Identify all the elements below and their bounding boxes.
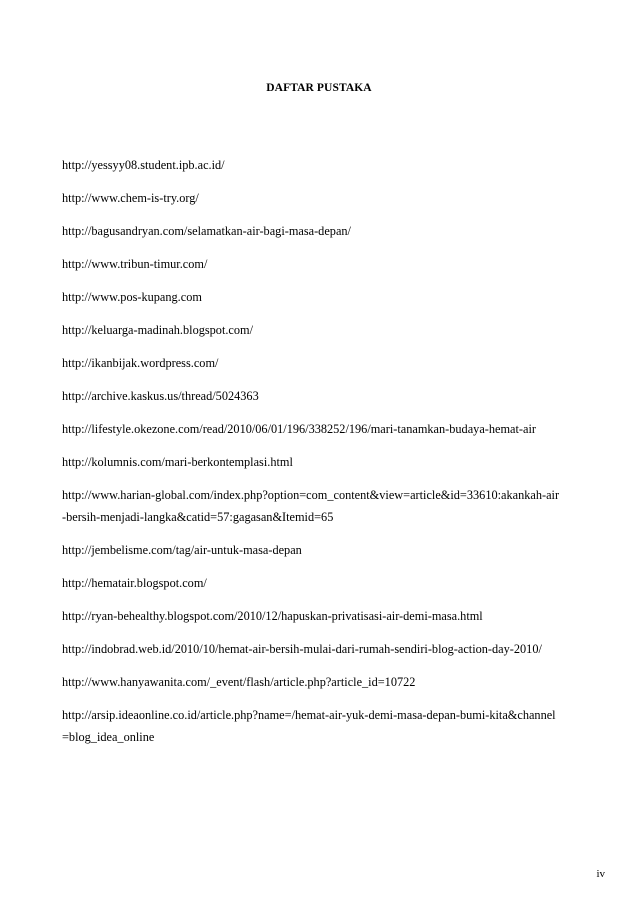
reference-item: http://lifestyle.okezone.com/read/2010/06/01/196/338252/196/mari-tanamkan-budaya-hemat-air bbox=[62, 422, 536, 436]
reference-item: http://arsip.ideaonline.co.id/article.php?name=/hemat-air-yuk-demi-masa-depan-bumi-kita&channel=blog_idea_online bbox=[62, 708, 556, 744]
reference-item: http://www.tribun-timur.com/ bbox=[62, 257, 208, 271]
page-number: iv bbox=[596, 868, 605, 880]
reference-item: http://ryan-behealthy.blogspot.com/2010/12/hapuskan-privatisasi-air-demi-masa.html bbox=[62, 609, 483, 623]
reference-item: http://keluarga-madinah.blogspot.com/ bbox=[62, 323, 254, 337]
reference-item: http://jembelisme.com/tag/air-untuk-masa-depan bbox=[62, 543, 302, 557]
reference-item: http://hematair.blogspot.com/ bbox=[62, 576, 207, 590]
reference-item: http://indobrad.web.id/2010/10/hemat-air-bersih-mulai-dari-rumah-sendiri-blog-action-day-2010/ bbox=[62, 642, 542, 656]
reference-item: http://www.harian-global.com/index.php?option=com_content&view=article&id=33610:akankah-air-bersih-menjadi-langka&catid=57:gagasan&Itemid=65 bbox=[62, 488, 560, 524]
reference-list bbox=[62, 154, 562, 759]
reference-item: http://archive.kaskus.us/thread/5024363 bbox=[62, 389, 259, 403]
reference-item: http://yessyy08.student.ipb.ac.id/ bbox=[62, 158, 225, 172]
reference-item: http://www.hanyawanita.com/_event/flash/article.php?article_id=10722 bbox=[62, 675, 416, 689]
reference-item: http://www.pos-kupang.com bbox=[62, 290, 202, 304]
page-title: DAFTAR PUSTAKA bbox=[266, 82, 372, 94]
reference-item: http://www.chem-is-try.org/ bbox=[62, 191, 199, 205]
reference-item: http://kolumnis.com/mari-berkontemplasi.html bbox=[62, 455, 293, 469]
reference-item: http://ikanbijak.wordpress.com/ bbox=[62, 356, 219, 370]
reference-item: http://bagusandryan.com/selamatkan-air-bagi-masa-depan/ bbox=[62, 224, 351, 238]
